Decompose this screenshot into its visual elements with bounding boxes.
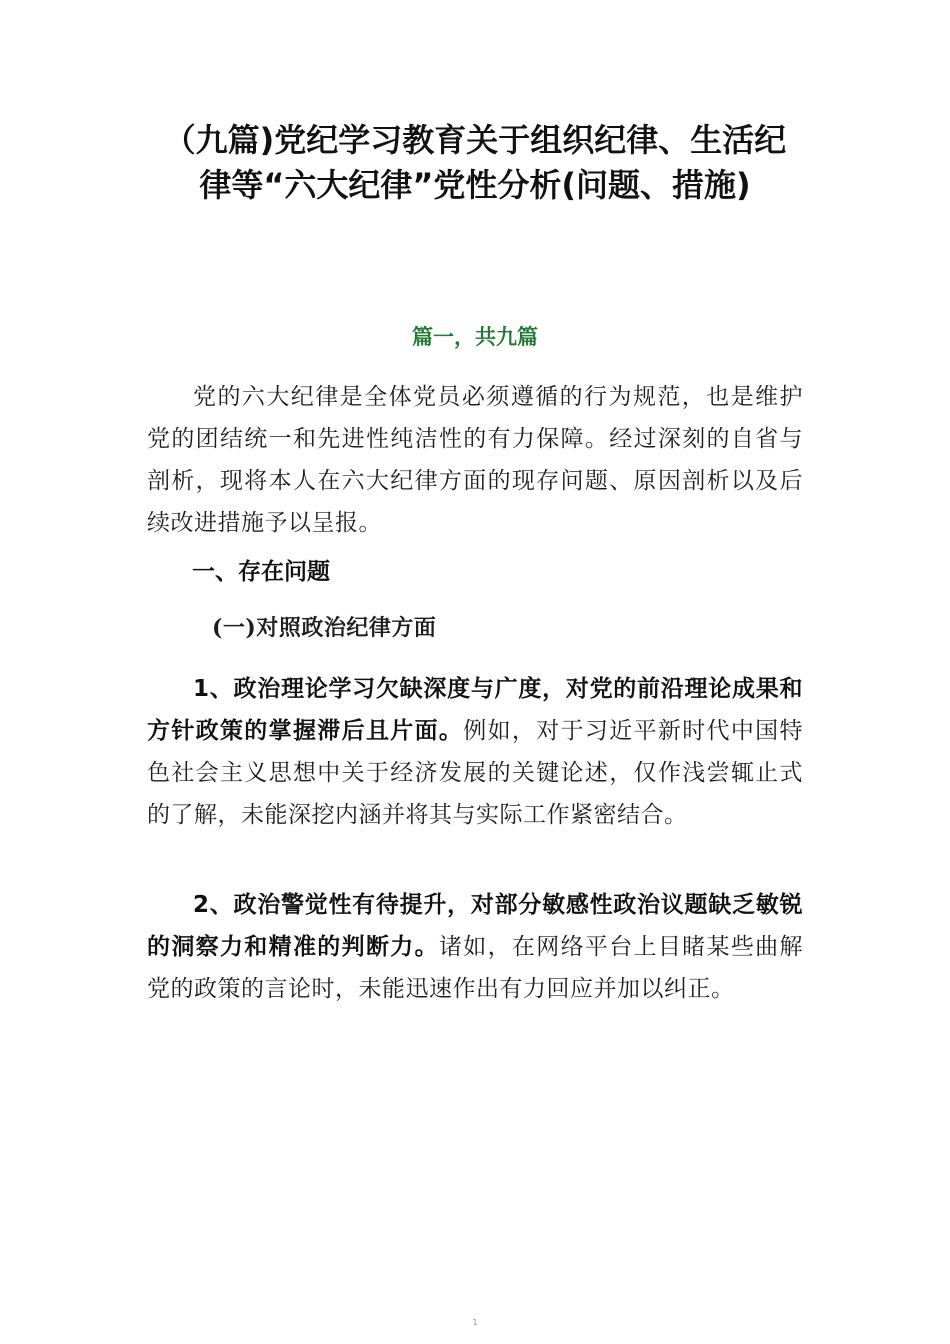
- intro-paragraph: 党的六大纪律是全体党员必须遵循的行为规范，也是维护党的团结统一和先进性纯洁性的有力保障。经过深刻的自省与剖析，现将本人在六大纪律方面的现存问题、原因剖析以及后续改进措施予以呈报。: [147, 384, 803, 536]
- subsection-heading-political-discipline: (一)对照政治纪律方面: [212, 615, 437, 641]
- problem-item-2: [147, 884, 803, 1010]
- page-number: 1: [472, 1318, 478, 1327]
- problem-item-1-body: 例如，对于习近平新时代中国特色社会主义思想中关于经济发展的关键论述，仅作浅尝辄止式的了解，未能深挖内涵并将其与实际工作紧密结合。: [147, 718, 804, 828]
- problem-item-1-lead: 1、政治理论学习欠缺深度与广度，对党的前沿理论成果和方针政策的掌握滞后且片面。: [147, 676, 803, 744]
- section-heading-problems: 一、存在问题: [192, 559, 330, 585]
- problem-item-2-lead: 2、政治警觉性有待提升，对部分敏感性政治议题缺乏敏锐的洞察力和精准的判断力。: [147, 892, 803, 960]
- article-subtitle: 篇一，共九篇: [412, 325, 538, 349]
- page-title: （九篇)党纪学习教育关于组织纪律、生活纪律等“六大纪律”党性分析(问题、措施): [163, 121, 787, 204]
- problem-item-2-body: 诸如，在网络平台上目睹某些曲解党的政策的言论时，未能迅速作出有力回应并加以纠正。: [147, 934, 804, 1002]
- problem-item-1: [147, 668, 803, 836]
